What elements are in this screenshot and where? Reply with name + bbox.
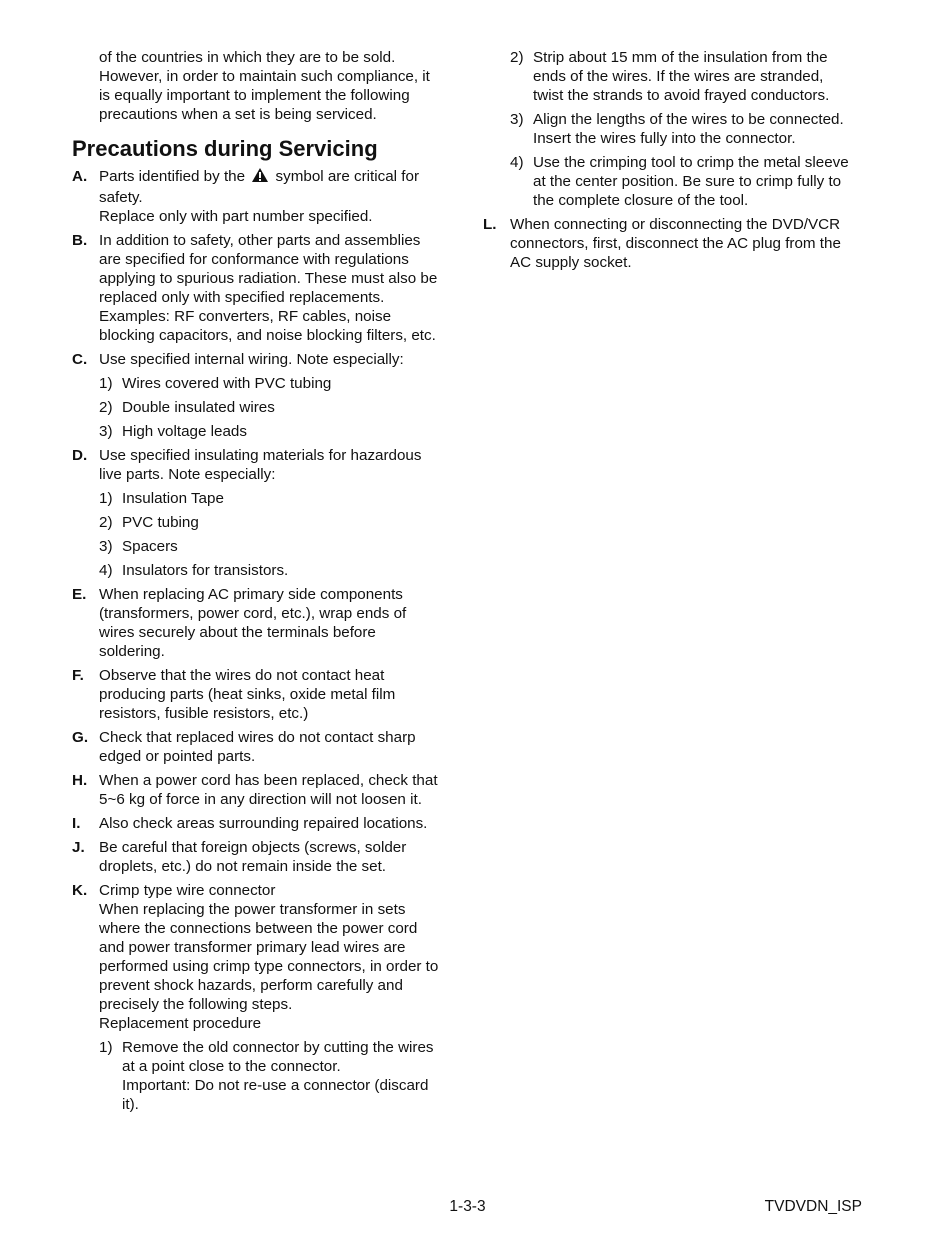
sub-line: the complete closure of the tool.	[533, 192, 749, 209]
item-line: precisely the following steps.	[99, 996, 293, 1013]
item-letter: G.	[72, 729, 89, 746]
sub-number: 2)	[99, 399, 113, 416]
sub-line: Double insulated wires	[122, 399, 275, 416]
intro-line: of the countries in which they are to be sold.	[99, 49, 396, 66]
sub-number: 3)	[510, 111, 524, 128]
item-text: Parts identified by the	[99, 168, 246, 185]
item-line: Use specified internal wiring. Note especially:	[99, 351, 404, 368]
sub-line: twist the strands to avoid frayed conductors.	[533, 87, 830, 104]
item-line: When connecting or disconnecting the DVD/VCR	[510, 216, 841, 233]
sub-number: 2)	[99, 514, 113, 531]
sub-item	[72, 489, 457, 508]
item-line: prevent shock hazards, perform carefully and	[99, 977, 403, 994]
item-letter: D.	[72, 447, 88, 464]
sub-number: 1)	[99, 375, 113, 392]
sub-number: 3)	[99, 423, 113, 440]
sub-item	[483, 153, 868, 210]
item-letter: E.	[72, 586, 87, 603]
item-l	[483, 215, 868, 272]
page-number: 1-3-3	[449, 1198, 486, 1215]
item-letter: F.	[72, 667, 84, 684]
item-line: droplets, etc.) do not remain inside the set.	[99, 858, 387, 875]
item-line: Crimp type wire connector	[99, 882, 276, 899]
item-line: replaced only with specified replacements.	[99, 289, 385, 306]
item-line: wires securely about the terminals before	[99, 624, 376, 641]
item-a	[72, 167, 457, 226]
item-j	[72, 838, 457, 876]
sub-line: it).	[122, 1096, 139, 1113]
sub-item	[72, 513, 457, 532]
item-letter: C.	[72, 351, 88, 368]
sub-line: PVC tubing	[122, 514, 199, 531]
item-line: resistors, fusible resistors, etc.)	[99, 705, 309, 722]
item-line: Examples: RF converters, RF cables, noise	[99, 308, 392, 325]
item-line: Check that replaced wires do not contact sharp	[99, 729, 416, 746]
item-line: When a power cord has been replaced, check that	[99, 772, 438, 789]
sub-item	[72, 537, 457, 556]
item-line: are specified for conformance with regulations	[99, 251, 409, 268]
item-line: Be careful that foreign objects (screws, solder	[99, 839, 407, 856]
intro-paragraph	[72, 48, 457, 124]
item-line: (transformers, power cord, etc.), wrap ends of	[99, 605, 407, 622]
sub-item	[72, 1038, 457, 1114]
document-code: TVDVDN_ISP	[764, 1198, 862, 1215]
item-k	[72, 881, 457, 1033]
item-line: soldering.	[99, 643, 165, 660]
left-column	[72, 48, 457, 1119]
sub-line: Insert the wires fully into the connector.	[533, 130, 796, 147]
intro-line: precautions when a set is being serviced.	[99, 106, 377, 123]
item-f	[72, 666, 457, 723]
item-line: When replacing the power transformer in sets	[99, 901, 406, 918]
sub-number: 1)	[99, 490, 113, 507]
item-line: connectors, first, disconnect the AC plug from the	[510, 235, 841, 252]
item-letter: J.	[72, 839, 85, 856]
sub-line: Use the crimping tool to crimp the metal sleeve	[533, 154, 849, 171]
sub-number: 4)	[510, 154, 524, 171]
item-line: In addition to safety, other parts and assemblies	[99, 232, 421, 249]
item-letter: K.	[72, 882, 88, 899]
item-letter: H.	[72, 772, 88, 789]
sub-number: 2)	[510, 49, 524, 66]
intro-line: However, in order to maintain such compliance, it	[99, 68, 430, 85]
sub-line: Insulators for transistors.	[122, 562, 289, 579]
item-line: applying to spurious radiation. These must also be	[99, 270, 438, 287]
sub-line: at the center position. Be sure to crimp fully to	[533, 173, 842, 190]
sub-item	[72, 561, 457, 580]
sub-number: 4)	[99, 562, 113, 579]
item-i	[72, 814, 457, 833]
item-letter: L.	[483, 216, 497, 233]
item-line: edged or pointed parts.	[99, 748, 256, 765]
item-d	[72, 446, 457, 484]
item-text: symbol are critical for	[275, 168, 420, 185]
item-line: blocking capacitors, and noise blocking filters, etc.	[99, 327, 436, 344]
intro-line: is equally important to implement the following	[99, 87, 410, 104]
sub-item	[483, 110, 868, 148]
sub-line: High voltage leads	[122, 423, 247, 440]
item-line: Observe that the wires do not contact heat	[99, 667, 385, 684]
sub-line: Align the lengths of the wires to be connected.	[533, 111, 844, 128]
sub-line: ends of the wires. If the wires are stranded,	[533, 68, 824, 85]
sub-line: Remove the old connector by cutting the wires	[122, 1039, 434, 1056]
warning-triangle-icon	[251, 167, 269, 188]
item-line: performed using crimp type connectors, in order to	[99, 958, 439, 975]
item-c	[72, 350, 457, 369]
item-line: and power transformer primary lead wires are	[99, 939, 406, 956]
right-column	[483, 48, 868, 277]
item-line: where the connections between the power cord	[99, 920, 418, 937]
item-g	[72, 728, 457, 766]
sub-item	[72, 422, 457, 441]
item-e	[72, 585, 457, 661]
item-line-with-icon	[99, 167, 457, 188]
sub-line: Spacers	[122, 538, 178, 555]
sub-number: 3)	[99, 538, 113, 555]
sub-line: Strip about 15 mm of the insulation from the	[533, 49, 828, 66]
item-line: Use specified insulating materials for hazardous	[99, 447, 422, 464]
item-b	[72, 231, 457, 345]
sub-item	[483, 48, 868, 105]
item-line: When replacing AC primary side components	[99, 586, 403, 603]
item-line: producing parts (heat sinks, oxide metal film	[99, 686, 396, 703]
sub-line: Insulation Tape	[122, 490, 224, 507]
sub-line: Important: Do not re-use a connector (discard	[122, 1077, 429, 1094]
item-line: Also check areas surrounding repaired locations.	[99, 815, 428, 832]
item-letter: B.	[72, 232, 88, 249]
item-letter: I.	[72, 815, 81, 832]
sub-item	[72, 398, 457, 417]
sub-item	[72, 374, 457, 393]
item-line: Replacement procedure	[99, 1015, 262, 1032]
item-line: safety.	[99, 189, 143, 206]
sub-line: Wires covered with PVC tubing	[122, 375, 332, 392]
sub-number: 1)	[99, 1039, 113, 1056]
item-h	[72, 771, 457, 809]
item-line: live parts. Note especially:	[99, 466, 276, 483]
item-line: 5~6 kg of force in any direction will not loosen it.	[99, 791, 422, 808]
sub-line: at a point close to the connector.	[122, 1058, 341, 1075]
item-letter: A.	[72, 168, 88, 185]
item-line: AC supply socket.	[510, 254, 632, 271]
item-line: Replace only with part number specified.	[99, 208, 373, 225]
section-title: Precautions during Servicing	[72, 136, 378, 161]
